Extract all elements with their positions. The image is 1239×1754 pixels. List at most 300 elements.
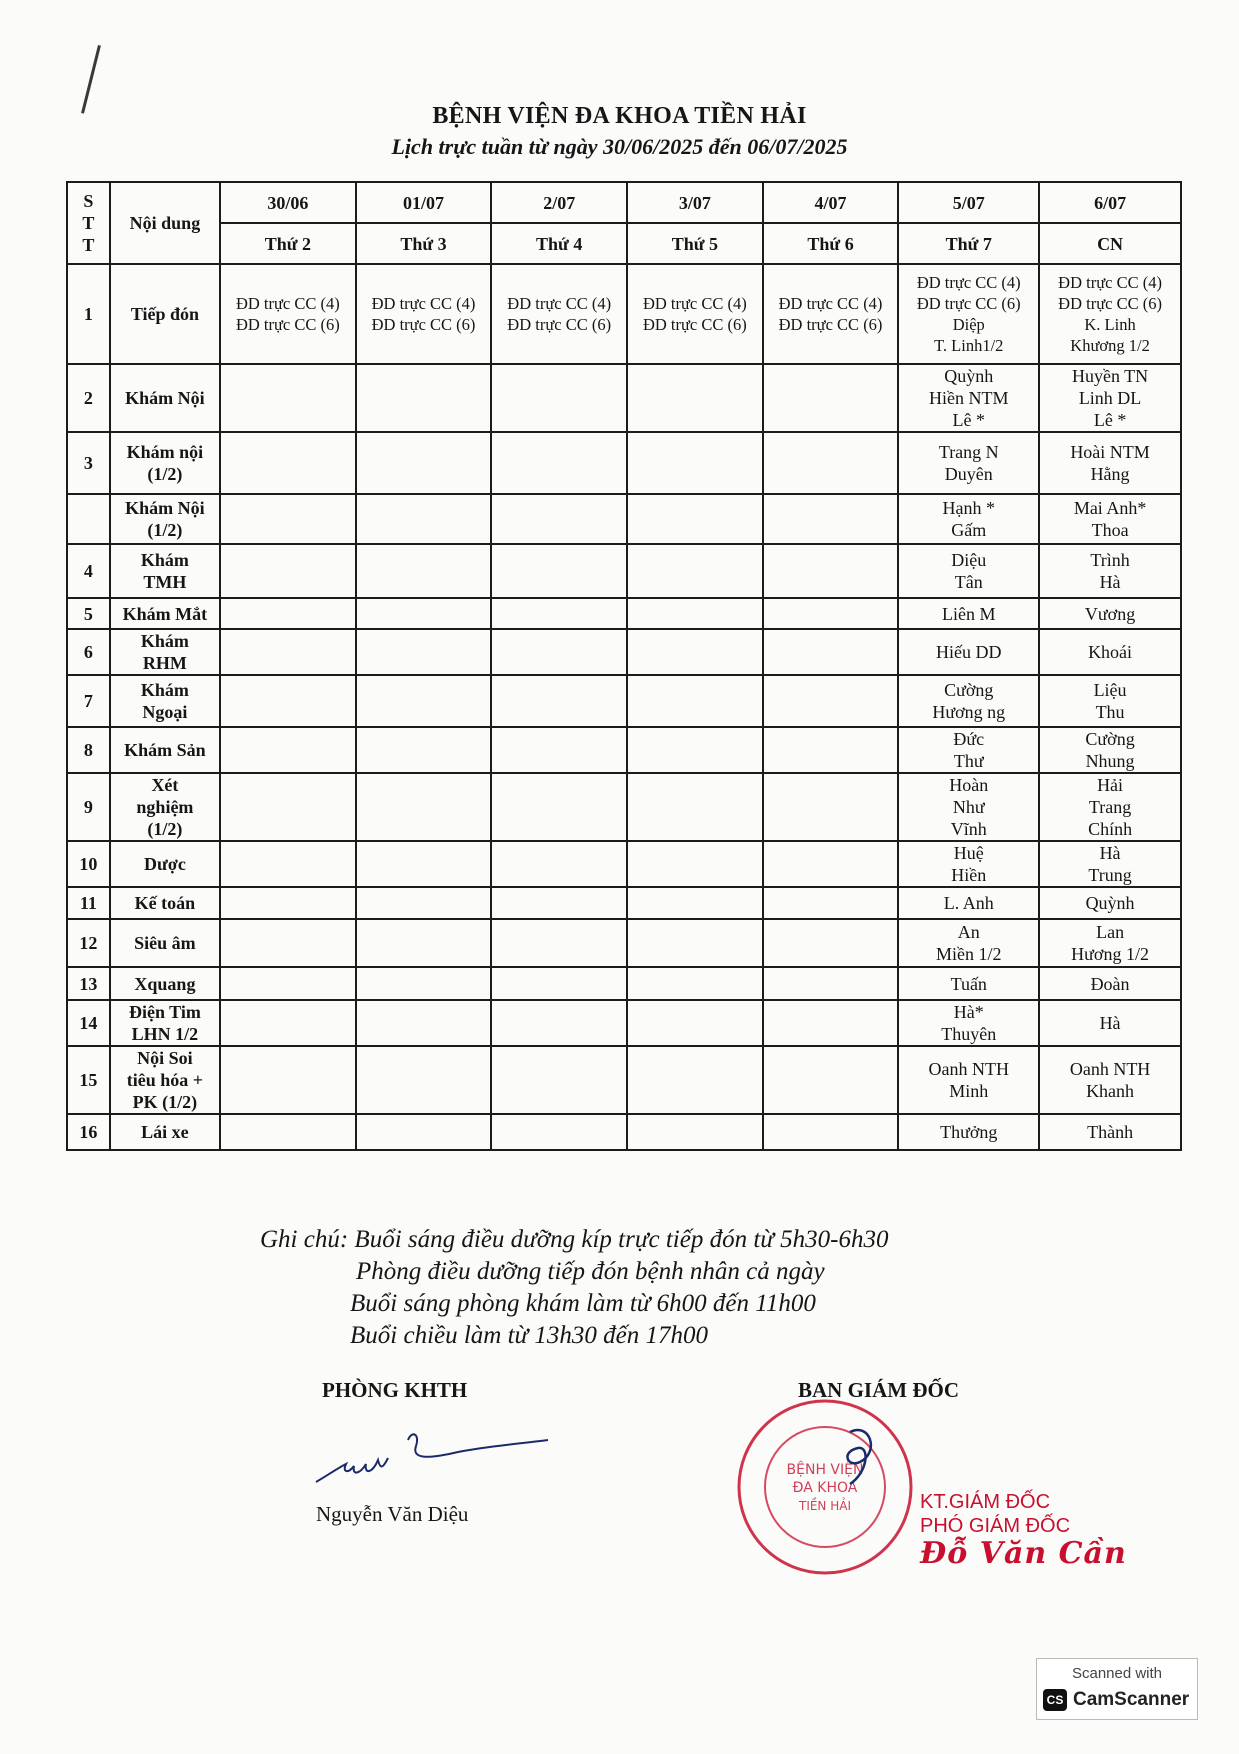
cell-line: Thành <box>1087 1122 1134 1142</box>
cell-line: Hà <box>1099 572 1121 592</box>
cell-line: L. Anh <box>943 893 994 913</box>
duty-cell <box>898 1046 1039 1114</box>
row-label <box>110 1046 220 1114</box>
cell-line: K. Linh <box>1084 315 1136 334</box>
cell-line: Lái xe <box>141 1122 189 1142</box>
cell-line: Hương ng <box>932 702 1006 722</box>
duty-cell <box>491 841 627 887</box>
duty-cell <box>763 629 899 675</box>
duty-cell <box>220 1114 356 1150</box>
cell-line: Tuấn <box>950 973 987 994</box>
cell-line: TMH <box>143 572 187 592</box>
schedule-row <box>67 598 1181 629</box>
cell-line: An <box>957 922 980 942</box>
duty-cell <box>491 919 627 967</box>
row-label <box>110 598 220 629</box>
duty-cell <box>763 544 899 598</box>
row-label <box>110 887 220 919</box>
duty-cell <box>356 494 492 544</box>
cell-line: Hiếu DD <box>936 642 1002 662</box>
duty-cell <box>898 1000 1039 1046</box>
duty-cell <box>627 264 763 364</box>
duty-cell <box>220 364 356 432</box>
cell-line: Khám <box>140 550 189 570</box>
cell-line: ĐD trực CC (6) <box>1058 294 1162 313</box>
duty-cell <box>491 494 627 544</box>
duty-cell <box>627 1000 763 1046</box>
duty-cell <box>356 773 492 841</box>
duty-cell <box>220 919 356 967</box>
row-label <box>110 1000 220 1046</box>
duty-cell <box>763 264 899 364</box>
cell-line: Thưởng <box>940 1122 998 1142</box>
cell-line: Oanh NTH <box>928 1059 1009 1079</box>
duty-cell <box>627 773 763 841</box>
cell-line: Khám nội <box>126 442 204 462</box>
weekday-header: Thứ 3 <box>356 223 492 264</box>
duty-cell <box>491 727 627 773</box>
schedule-row <box>67 629 1181 675</box>
duty-cell <box>220 432 356 494</box>
cell-line: Ngoại <box>142 702 188 722</box>
cell-line: ĐD trực CC (6) <box>778 315 883 334</box>
left-signature-scribble <box>308 1420 558 1500</box>
duty-cell <box>627 432 763 494</box>
duty-cell <box>763 919 899 967</box>
cell-line: Hải <box>1097 775 1124 795</box>
cell-line: PK (1/2) <box>132 1092 198 1112</box>
date-header: 5/07 <box>898 182 1039 223</box>
duty-cell <box>491 675 627 727</box>
cell-line: Hằng <box>1090 464 1130 484</box>
row-label <box>110 675 220 727</box>
duty-cell <box>356 432 492 494</box>
row-label <box>110 629 220 675</box>
cell-line: Trình <box>1090 550 1130 570</box>
schedule-row <box>67 727 1181 773</box>
duty-cell <box>763 841 899 887</box>
row-number: 6 <box>67 629 110 675</box>
duty-cell <box>356 629 492 675</box>
date-header: 6/07 <box>1039 182 1181 223</box>
duty-cell <box>627 1046 763 1114</box>
duty-cell <box>1039 598 1181 629</box>
cell-line: Thuyên <box>941 1024 997 1044</box>
row-label <box>110 727 220 773</box>
schedule-row <box>67 919 1181 967</box>
duty-cell <box>1039 494 1181 544</box>
cell-line: Thoa <box>1091 520 1129 540</box>
cell-line: Huệ <box>953 843 984 863</box>
duty-cell <box>356 364 492 432</box>
date-header: 3/07 <box>627 182 763 223</box>
cell-line: ĐD trực CC (6) <box>642 315 747 334</box>
cell-line: Xquang <box>134 973 196 994</box>
cell-line: Khương 1/2 <box>1070 336 1150 355</box>
cell-line: Tân <box>954 572 983 592</box>
duty-cell <box>898 494 1039 544</box>
duty-cell <box>220 1046 356 1114</box>
weekday-header: Thứ 6 <box>763 223 899 264</box>
cell-line: ĐD trực CC (6) <box>235 315 340 334</box>
duty-cell <box>898 364 1039 432</box>
duty-cell <box>491 544 627 598</box>
cell-line: Minh <box>949 1081 989 1101</box>
duty-cell <box>898 967 1039 1000</box>
hospital-title: BỆNH VIỆN ĐA KHOA TIỀN HẢI <box>432 103 807 129</box>
cell-line: Điện Tim <box>129 1002 201 1022</box>
duty-cell <box>491 364 627 432</box>
cell-line: Lê * <box>952 410 985 430</box>
cell-line: Dược <box>144 854 186 874</box>
duty-cell <box>627 629 763 675</box>
cell-line: Liệu <box>1093 680 1127 700</box>
duty-cell <box>491 598 627 629</box>
cell-line: S <box>83 191 94 211</box>
cell-line: T <box>82 235 95 255</box>
cell-line: Hiền NTM <box>929 388 1009 408</box>
row-number <box>67 494 110 544</box>
duty-cell <box>898 675 1039 727</box>
duty-cell <box>627 841 763 887</box>
schedule-body <box>67 264 1181 1150</box>
cell-line: Hoàn <box>949 775 989 795</box>
cell-line: nghiệm <box>136 797 194 817</box>
duty-cell <box>1039 773 1181 841</box>
schedule-row <box>67 1114 1181 1150</box>
cell-line: T. Linh1/2 <box>934 336 1004 355</box>
cell-line: ĐD trực CC (6) <box>507 315 612 334</box>
schedule-row <box>67 967 1181 1000</box>
duty-cell <box>763 1046 899 1114</box>
duty-cell <box>220 629 356 675</box>
duty-cell <box>898 727 1039 773</box>
duty-cell <box>1039 629 1181 675</box>
duty-cell <box>763 1000 899 1046</box>
duty-cell <box>220 773 356 841</box>
duty-cell <box>627 494 763 544</box>
duty-cell <box>1039 841 1181 887</box>
duty-cell <box>220 544 356 598</box>
duty-cell <box>1039 364 1181 432</box>
cell-line: Như <box>952 797 985 817</box>
row-label <box>110 364 220 432</box>
duty-cell <box>1039 967 1181 1000</box>
cell-line: Thư <box>953 751 984 771</box>
cell-line: (1/2) <box>147 819 183 839</box>
duty-cell <box>1039 264 1181 364</box>
duty-cell <box>1039 1046 1181 1114</box>
cell-line: Tiếp đón <box>130 304 200 324</box>
duty-cell <box>763 967 899 1000</box>
row-number: 1 <box>67 264 110 364</box>
cell-line: ĐD trực CC (4) <box>642 294 747 313</box>
duty-cell <box>627 1114 763 1150</box>
date-header: 01/07 <box>356 182 492 223</box>
row-number: 11 <box>67 887 110 919</box>
cell-line: Miền 1/2 <box>936 944 1002 964</box>
schedule-row <box>67 432 1181 494</box>
cell-line: Hạnh * <box>942 498 995 518</box>
duty-cell <box>763 432 899 494</box>
duty-cell <box>898 544 1039 598</box>
weekday-header-row <box>67 223 1181 264</box>
duty-cell <box>763 887 899 919</box>
duty-cell <box>763 727 899 773</box>
cell-line: Hiền <box>951 865 987 885</box>
cell-line: T <box>82 213 95 233</box>
cell-line: Khám Nội <box>125 498 205 518</box>
left-signatory-name: Nguyễn Văn Diệu <box>316 1502 469 1526</box>
badge-caption: Scanned with <box>1071 1665 1163 1682</box>
row-number: 8 <box>67 727 110 773</box>
svg-text:TIỀN HẢI: TIỀN HẢI <box>798 1499 852 1513</box>
duty-cell <box>627 544 763 598</box>
duty-cell <box>356 1114 492 1150</box>
deputy-line: PHÓ GIÁM ĐỐC <box>920 1515 1071 1537</box>
duty-cell <box>220 1000 356 1046</box>
duty-cell <box>356 598 492 629</box>
duty-cell <box>763 675 899 727</box>
duty-cell <box>1039 887 1181 919</box>
schedule-row <box>67 544 1181 598</box>
schedule-row <box>67 675 1181 727</box>
cell-line: Hà* <box>953 1002 984 1022</box>
duty-cell <box>763 598 899 629</box>
duty-cell <box>491 1046 627 1114</box>
cell-line: Hà <box>1099 843 1121 863</box>
cell-line: Đoàn <box>1090 973 1130 994</box>
schedule-row <box>67 1046 1181 1114</box>
cell-line: Quỳnh <box>1085 893 1135 913</box>
row-label <box>110 773 220 841</box>
note-line: Phòng điều dưỡng tiếp đón bệnh nhân cả ngày <box>356 1258 825 1285</box>
row-label <box>110 494 220 544</box>
left-signatory-title: PHÒNG KHTH <box>322 1378 468 1402</box>
weekday-header: Thứ 4 <box>491 223 627 264</box>
row-number: 4 <box>67 544 110 598</box>
cell-line: ĐD trực CC (6) <box>371 315 476 334</box>
cell-line: ĐD trực CC (4) <box>1058 273 1162 292</box>
cell-line: Hoài NTM <box>1070 442 1150 462</box>
duty-cell <box>627 675 763 727</box>
cell-line: (1/2) <box>147 464 183 484</box>
duty-cell <box>356 967 492 1000</box>
duty-cell <box>220 727 356 773</box>
cell-line: Gấm <box>951 520 987 540</box>
duty-cell <box>1039 727 1181 773</box>
duty-cell <box>220 675 356 727</box>
cell-line: Đức <box>953 729 985 749</box>
duty-cell <box>627 727 763 773</box>
cell-line: Nội Soi <box>137 1048 193 1068</box>
duty-cell <box>356 1000 492 1046</box>
cell-line: Trang N <box>938 442 999 462</box>
row-label <box>110 264 220 364</box>
duty-cell <box>627 364 763 432</box>
deputy-director-block <box>920 1490 1127 1571</box>
duty-cell <box>220 841 356 887</box>
cell-line: Duyên <box>944 464 993 484</box>
schedule-row <box>67 887 1181 919</box>
cell-line: Lê * <box>1093 410 1127 430</box>
cell-line: ĐD trực CC (4) <box>778 294 883 313</box>
duty-cell <box>763 494 899 544</box>
row-number: 10 <box>67 841 110 887</box>
weekday-header: Thứ 7 <box>898 223 1039 264</box>
schedule-row <box>67 364 1181 432</box>
cell-line: Chính <box>1088 819 1133 839</box>
duty-schedule-table <box>66 181 1182 1151</box>
duty-cell <box>220 887 356 919</box>
duty-cell <box>1039 675 1181 727</box>
cell-line: Diệu <box>951 550 987 570</box>
row-number: 7 <box>67 675 110 727</box>
duty-cell <box>356 919 492 967</box>
row-number: 14 <box>67 1000 110 1046</box>
duty-cell <box>356 887 492 919</box>
date-header: 2/07 <box>491 182 627 223</box>
duty-cell <box>898 264 1039 364</box>
cell-line: Trang <box>1088 797 1132 817</box>
duty-cell <box>491 629 627 675</box>
duty-cell <box>491 1114 627 1150</box>
row-number: 12 <box>67 919 110 967</box>
cell-line: Mai Anh* <box>1073 498 1147 518</box>
duty-cell <box>491 773 627 841</box>
cell-line: ĐD trực CC (4) <box>507 294 612 313</box>
row-number: 9 <box>67 773 110 841</box>
cell-line: Siêu âm <box>134 933 196 953</box>
row-number: 16 <box>67 1114 110 1150</box>
svg-text:BỆNH VIỆN: BỆNH VIỆN <box>786 1462 864 1478</box>
cell-line: Khám <box>140 631 189 651</box>
row-label <box>110 544 220 598</box>
cell-line: RHM <box>142 653 187 673</box>
schedule-row <box>67 264 1181 364</box>
duty-cell <box>356 544 492 598</box>
cell-line: Liên M <box>942 603 996 624</box>
cell-line: ĐD trực CC (6) <box>916 294 1021 313</box>
duty-cell <box>220 598 356 629</box>
cell-line: ĐD trực CC (4) <box>916 273 1021 292</box>
schedule-subtitle: Lịch trực tuần từ ngày 30/06/2025 đến 06/07/2025 <box>391 134 848 159</box>
camscanner-logo-icon: CS <box>1043 1689 1067 1711</box>
row-number: 2 <box>67 364 110 432</box>
duty-cell <box>220 264 356 364</box>
red-seal-stamp <box>730 1392 920 1582</box>
duty-cell <box>356 841 492 887</box>
duty-cell <box>491 432 627 494</box>
cell-line: Khám <box>140 680 189 700</box>
cell-line: (1/2) <box>147 520 183 540</box>
duty-cell <box>491 264 627 364</box>
duty-cell <box>1039 544 1181 598</box>
schedule-row <box>67 494 1181 544</box>
svg-text:ĐA KHOA: ĐA KHOA <box>792 1480 858 1496</box>
cell-line: Kế toán <box>134 893 196 913</box>
stt-header <box>67 182 110 264</box>
weekday-header: Thứ 5 <box>627 223 763 264</box>
deputy-line: KT.GIÁM ĐỐC <box>920 1491 1051 1513</box>
duty-cell <box>491 1000 627 1046</box>
schedule-row <box>67 773 1181 841</box>
note-line: Buổi chiều làm từ 13h30 đến 17h00 <box>350 1322 709 1349</box>
duty-cell <box>898 841 1039 887</box>
duty-cell <box>356 264 492 364</box>
cell-line: tiêu hóa + <box>126 1070 204 1090</box>
duty-cell <box>763 1114 899 1150</box>
duty-cell <box>220 494 356 544</box>
row-label <box>110 841 220 887</box>
cell-line: Linh DL <box>1078 388 1142 408</box>
row-label <box>110 967 220 1000</box>
duty-cell <box>627 887 763 919</box>
duty-cell <box>898 598 1039 629</box>
cell-line: Khanh <box>1086 1081 1135 1101</box>
right-signatory-title: BAN GIÁM ĐỐC <box>798 1378 959 1402</box>
camscanner-badge <box>1036 1658 1198 1720</box>
duty-cell <box>491 887 627 919</box>
date-header: 4/07 <box>763 182 899 223</box>
date-header-row <box>67 182 1181 223</box>
duty-cell <box>763 773 899 841</box>
weekday-header: Thứ 2 <box>220 223 356 264</box>
duty-cell <box>491 967 627 1000</box>
duty-cell <box>627 919 763 967</box>
cell-line: LHN 1/2 <box>131 1024 199 1044</box>
row-label <box>110 1114 220 1150</box>
cell-line: Oanh NTH <box>1069 1059 1151 1079</box>
cell-line: ĐD trực CC (4) <box>371 294 476 313</box>
duty-cell <box>627 598 763 629</box>
duty-cell <box>898 432 1039 494</box>
badge-brand: CamScanner <box>1073 1689 1190 1710</box>
duty-cell <box>1039 432 1181 494</box>
cell-line: Quỳnh <box>944 366 994 386</box>
content-header: Nội dung <box>110 182 220 264</box>
date-header: 30/06 <box>220 182 356 223</box>
cell-line: Khám Mắt <box>122 603 208 624</box>
cell-line: Lan <box>1096 922 1125 942</box>
cell-line: Nhung <box>1085 751 1135 771</box>
cell-line: Thu <box>1095 702 1125 722</box>
cell-line: Trung <box>1088 865 1132 885</box>
duty-cell <box>898 887 1039 919</box>
row-number: 13 <box>67 967 110 1000</box>
duty-cell <box>627 967 763 1000</box>
duty-cell <box>763 364 899 432</box>
duty-cell <box>1039 919 1181 967</box>
cell-line: Hà <box>1099 1013 1121 1033</box>
cell-line: Huyền TN <box>1071 366 1149 386</box>
duty-cell <box>356 675 492 727</box>
notes-block <box>260 1224 888 1352</box>
schedule-row <box>67 841 1181 887</box>
duty-cell <box>1039 1114 1181 1150</box>
duty-cell <box>356 727 492 773</box>
cell-line: Hương 1/2 <box>1071 944 1149 964</box>
cell-line: Khám Nội <box>125 388 205 408</box>
note-line: Buổi sáng phòng khám làm từ 6h00 đến 11h00 <box>350 1290 816 1317</box>
duty-cell <box>220 967 356 1000</box>
cell-line: Khoái <box>1088 642 1133 662</box>
row-number: 5 <box>67 598 110 629</box>
cell-line: Vĩnh <box>950 819 987 839</box>
cell-line: Xét <box>151 775 179 795</box>
schedule-row <box>67 1000 1181 1046</box>
deputy-director-signature: Đỗ Văn Cần <box>920 1536 1127 1571</box>
